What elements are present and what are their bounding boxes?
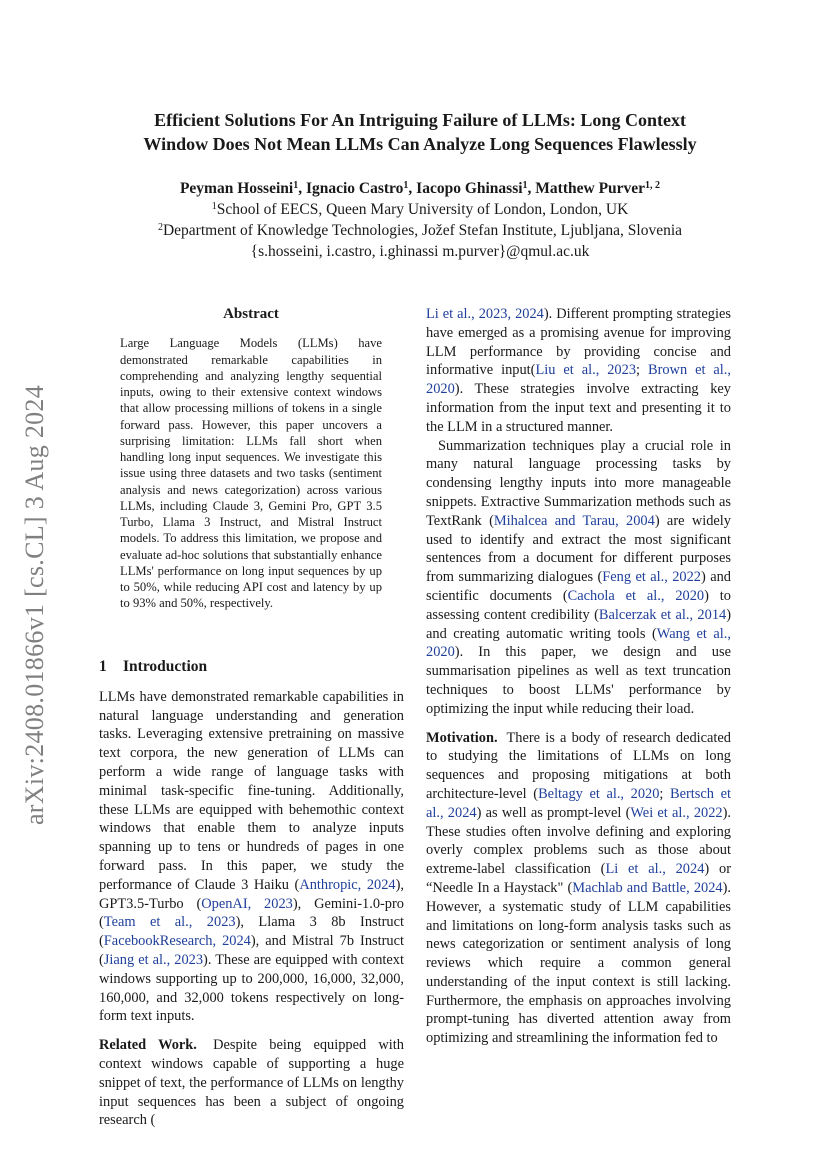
paragraph-text: ). These studies often involve defining and exploring overly complex problems such as those about extreme-label classification ( bbox=[426, 804, 731, 878]
citation-link[interactable]: FacebookResearch, 2024 bbox=[103, 933, 251, 950]
paragraph-text: ). Different prompting strategies have emerged as a promising avenue for improving LLM performance by providing concise and informative input( bbox=[426, 306, 731, 379]
author-block bbox=[70, 178, 770, 262]
motivation-paragraph bbox=[426, 729, 731, 1049]
citation-link[interactable]: Feng et al., 2022 bbox=[602, 569, 702, 586]
paragraph-text: ) and creating automatic writing tools ( bbox=[426, 606, 732, 642]
author-affil-mark: 1 bbox=[403, 180, 409, 191]
section-number: 1 bbox=[99, 658, 107, 675]
affiliation-2 bbox=[70, 220, 770, 241]
author-emails: {s.hosseini, i.castro, i.ghinassi m.purver}@qmul.ac.uk bbox=[250, 243, 590, 260]
author-affil-mark: 1 bbox=[522, 180, 528, 191]
intro-paragraph bbox=[99, 688, 404, 1026]
author-name: Peyman Hosseini bbox=[179, 180, 294, 197]
section-heading-introduction bbox=[99, 658, 404, 677]
citation-link[interactable]: Brown et al., 2020 bbox=[426, 362, 731, 398]
related-work-continued bbox=[426, 305, 731, 437]
title-line-1: Efficient Solutions For An Intriguing Failure of LLMs: Long Context bbox=[154, 110, 686, 130]
paragraph-text: ), Llama 3 8b Instruct ( bbox=[99, 914, 404, 950]
author-names: Peyman Hosseini$^1$, Ignacio Castro$^1$, Iacopo Ghinassi$^1$, Matthew Purver$^{1, 2}$ bbox=[179, 180, 661, 197]
affiliation-1 bbox=[70, 199, 770, 220]
citation-link[interactable]: Bertsch et al., 2024 bbox=[426, 785, 731, 821]
citation-link[interactable]: Anthropic, 2024 bbox=[299, 876, 396, 893]
citation-link[interactable]: Cachola et al., 2020 bbox=[567, 587, 705, 604]
abstract-text: Large Language Models (LLMs) have demonstrated remarkable capabilities in comprehending and analyzing lengthy sequential inputs, owing to their extensive context windows that allow processing millions of tokens in a single forward pass. However, this paper uncovers a surprising limitation: LLMs fall short when handling long input sequences. We investigate this issue using three datasets and two tasks (sentiment analysis and news categorization) across various LLMs, including Claude 3, Gemini Pro, GPT 3.5 Turbo, Llama 3 Instruct, and Mistral Instruct models. To address this limitation, we propose and evaluate ad-hoc solutions that substantially enhance LLMs' performance on long input sequences by up to 50%, while reducing API cost and latency by up to 93% and 50%, respectively. bbox=[120, 336, 382, 611]
paper-title bbox=[70, 108, 770, 156]
citation-link[interactable]: Team et al., 2023 bbox=[103, 914, 236, 931]
arxiv-identifier-stamp bbox=[20, 365, 50, 845]
citation-link[interactable]: Wei et al., 2022 bbox=[630, 804, 723, 821]
paragraph-text: ) to assessing content credibility ( bbox=[426, 587, 731, 623]
related-work-heading: Related Work. bbox=[99, 1037, 197, 1054]
paragraph-text: ), Gemini-1.0-pro ( bbox=[99, 895, 404, 931]
related-work-paragraph bbox=[99, 1036, 404, 1130]
left-column-body bbox=[99, 658, 404, 1130]
paragraph-text: ) are widely used to identify and extract the most significant sentences from a document for different purposes from summarizing dialogues ( bbox=[426, 512, 731, 586]
affil-mark: 2 bbox=[157, 222, 163, 233]
citation-year[interactable]: , 2004 bbox=[615, 512, 655, 529]
paragraph-text: LLMs have demonstrated remarkable capabilities in natural language understanding and generation tasks. Leveraging extensive pretraining on massive text corpora, the new generation of LLMs can perform a wide range of language tasks with minimal task-specific fine-tuning. Additionally, these LLMs are equipped with behemothic context windows that enable them to analyze inputs spanning up to tens or hundreds of pages in one forward pass. In this paper, we study the performance of Claude 3 Haiku ( bbox=[99, 688, 404, 893]
paragraph-text: Despite being equipped with context windows capable of supporting a huge snippet of text, the performance of LLMs on lengthy input sequences has been a subject of ongoing research ( bbox=[99, 1037, 404, 1129]
author-affil-mark: 1 bbox=[293, 180, 299, 191]
paragraph-text: ), and Mistral 7b Instruct ( bbox=[99, 933, 404, 968]
paragraph-text: There is a body of research dedicated to studying the limitations of LLMs on long sequences and proposing mitigations at both architecture-level ( bbox=[426, 729, 731, 802]
citation-separator: ; bbox=[636, 362, 648, 379]
arxiv-stamp-text: arXiv:2408.01866v1 [cs.CL] 3 Aug 2024 bbox=[20, 384, 49, 826]
affil-mark: 1 bbox=[211, 201, 217, 212]
citation-separator: ; bbox=[659, 785, 671, 802]
paragraph-text: ) or “Needle In a Haystack" ( bbox=[426, 861, 731, 896]
summarization-paragraph bbox=[426, 437, 731, 719]
paragraph-text: ) as well as prompt-level ( bbox=[476, 804, 631, 821]
citation-link[interactable]: Balcerzak et al., 2014 bbox=[598, 606, 727, 623]
paragraph-text: ). These are equipped with context windows supporting up to 200,000, 16,000, 32,000, 160,000, and 32,000 tokens respectively on long-form text inputs. bbox=[99, 951, 404, 1025]
motivation-heading: Motivation. bbox=[426, 729, 498, 746]
author-name: Ignacio Castro bbox=[305, 180, 404, 197]
title-line-2: Window Does Not Mean LLMs Can Analyze Long Sequences Flawlessly bbox=[143, 134, 697, 154]
citation-link[interactable]: Mihalcea and Tarau bbox=[493, 512, 616, 529]
citation-link[interactable]: Li et al., 2024 bbox=[605, 861, 705, 878]
right-column-body bbox=[426, 305, 731, 1048]
citation-link[interactable]: Jiang et al., 2023 bbox=[103, 951, 204, 968]
section-title: Introduction bbox=[123, 658, 208, 675]
citation-link[interactable]: Beltagy et al., 2020 bbox=[538, 785, 660, 802]
paragraph-text: ). In this paper, we design and use summarisation pipelines as well as text truncation techniques to boost LLMs' performance by optimizing the input while reducing their load. bbox=[426, 644, 731, 717]
paragraph-text: ), GPT3.5-Turbo ( bbox=[99, 876, 404, 912]
abstract-section bbox=[120, 306, 382, 612]
paragraph-text: ). These strategies involve extracting key information from the input text and presenting it to the LLM in a structured manner. bbox=[426, 381, 731, 435]
citation-link[interactable]: OpenAI, 2023 bbox=[201, 895, 293, 912]
citation-link[interactable]: Li et al., 2023, 2024 bbox=[426, 306, 544, 322]
paragraph-text: ). However, a systematic study of LLM capabilities and limitations on long-form analysis tasks such as news categorization or sentiment analysis of long reviews which require a common general understanding of the input context is still lacking. Furthermore, the emphasis on approaches involving prompt-tuning has diverted attention away from optimizing and streamlining the information fed to bbox=[426, 879, 731, 1047]
author-name: Iacopo Ghinassi bbox=[416, 180, 523, 197]
paragraph-text: ) and scientific documents ( bbox=[426, 569, 731, 604]
affiliation-text: Department of Knowledge Technologies, Jožef Stefan Institute, Ljubljana, Slovenia bbox=[162, 222, 683, 239]
citation-link[interactable]: Machlab and Battle, 2024 bbox=[572, 879, 723, 896]
citation-link[interactable]: Liu et al., 2023 bbox=[535, 362, 637, 379]
author-affil-mark: 1, 2 bbox=[645, 180, 661, 191]
citation-link[interactable]: Wang et al., 2020 bbox=[426, 625, 732, 661]
affiliation-text: School of EECS, Queen Mary University of London, London, UK bbox=[216, 201, 629, 218]
paragraph-text: Summarization techniques play a crucial role in many natural language processing tasks by condensing lengthy inputs into more manageable snippets. Extractive Summarization methods such as TextRank ( bbox=[426, 437, 731, 529]
author-name: Matthew Purver bbox=[535, 180, 646, 197]
abstract-heading: Abstract bbox=[223, 306, 279, 322]
